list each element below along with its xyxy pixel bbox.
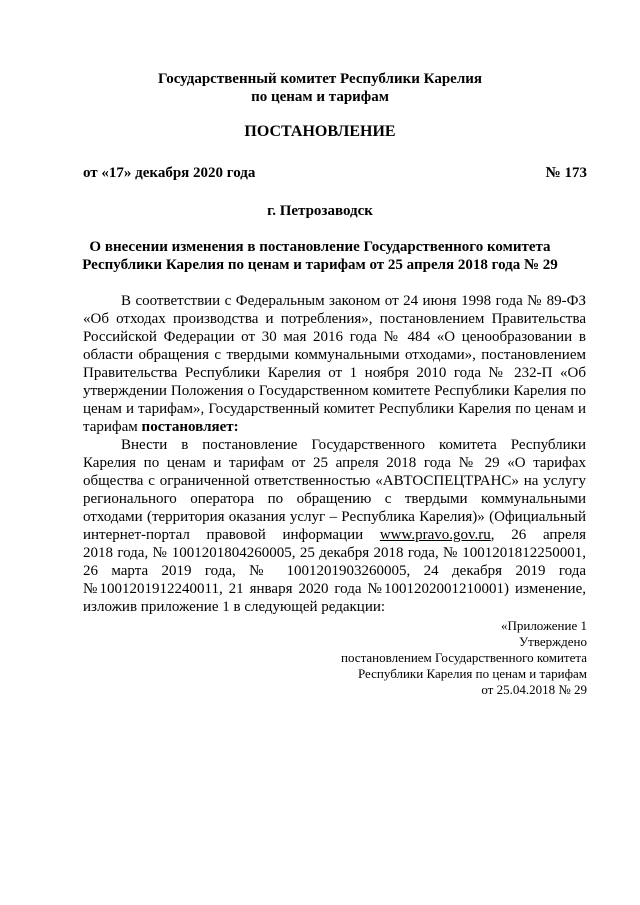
decision-keyword: постановляет <box>141 419 234 435</box>
org-name-line1: Государственный комитет Республики Карелия <box>158 71 482 87</box>
document-date: от «17» декабря 2020 года <box>83 165 256 181</box>
resolution-line: Внести в постановление Государственного комитета Республики <box>121 437 586 453</box>
preamble-last-line <box>83 418 586 436</box>
preamble-line: Правительства Республики Карелия от 1 ноября 2010 года № 232-П «Об <box>83 365 586 381</box>
paragraph-preamble <box>83 292 586 436</box>
preamble-line: В соответствии с Федеральным законом от 24 июня 1998 года № 89-ФЗ <box>121 293 586 309</box>
appendix-header <box>341 618 587 698</box>
resolution-line: общества с ограниченной ответственностью «АВТОСПЕЦТРАНС» на услугу <box>83 473 586 489</box>
resolution-line: 26 марта 2019 года, № 1001201903260005, 24 декабря 2019 года <box>83 563 586 579</box>
preamble-line: ценам и тарифам», Государственный комитет Республики Карелия по ценам и <box>83 401 586 417</box>
document-number: № 173 <box>545 165 587 181</box>
document-city: г. Петрозаводск <box>267 203 373 219</box>
appendix-date-ref: от 25.04.2018 № 29 <box>481 682 587 697</box>
appendix-resolution-ref: постановлением Государственного комитета <box>341 650 587 665</box>
document-title-line1: О внесении изменения в постановление Государственного комитета <box>89 239 551 255</box>
preamble-line: Российской Федерации от 30 мая 2016 года № 484 «О ценообразовании в <box>83 329 586 345</box>
resolution-line: Карелия по ценам и тарифам от 25 апреля 2018 года № 29 «О тарифах <box>83 455 586 471</box>
resolution-line-with-link <box>83 526 586 544</box>
org-name-line2: по ценам и тарифам <box>251 89 389 105</box>
preamble-last-text: тарифам <box>83 419 142 435</box>
resolution-line: регионального оператора по обращению с твердыми коммунальными <box>83 491 586 507</box>
resolution-line: отходами (территория оказания услуг – Республика Карелия)» (Официальный <box>83 509 586 525</box>
paragraph-resolution <box>83 436 586 616</box>
appendix-label: «Приложение 1 <box>500 618 587 633</box>
resolution-line: 2018 года, № 1001201804260005, 25 декабря 2018 года, № 1001201812250001, <box>83 545 586 561</box>
decision-colon: : <box>233 419 239 435</box>
resolution-last-line: изложив приложение 1 в следующей редакции: <box>83 599 386 615</box>
preamble-line: утверждении Положения о Государственном комитете Республики Карелия по <box>83 383 586 399</box>
preamble-line: «Об отходах производства и потребления», постановлением Правительства <box>83 311 586 327</box>
pravo-gov-link[interactable]: www.pravo.gov.ru <box>379 527 491 543</box>
resolution-line: №1001201912240011, 21 января 2020 года №1001202001210001) изменение, <box>83 581 586 597</box>
preamble-line: области обращения с твердыми коммунальными отходами», постановлением <box>83 347 586 363</box>
appendix-approved: Утверждено <box>518 634 587 649</box>
document-type: ПОСТАНОВЛЕНИЕ <box>244 123 396 140</box>
document-title-line2: Республики Карелия по ценам и тарифам от 25 апреля 2018 года № 29 <box>82 257 558 273</box>
resolution-line-text: интернет-портал правовой информации www.pravo.gov.ru, 26 апреля <box>83 527 587 543</box>
appendix-committee-ref: Республики Карелия по ценам и тарифам <box>357 666 587 681</box>
